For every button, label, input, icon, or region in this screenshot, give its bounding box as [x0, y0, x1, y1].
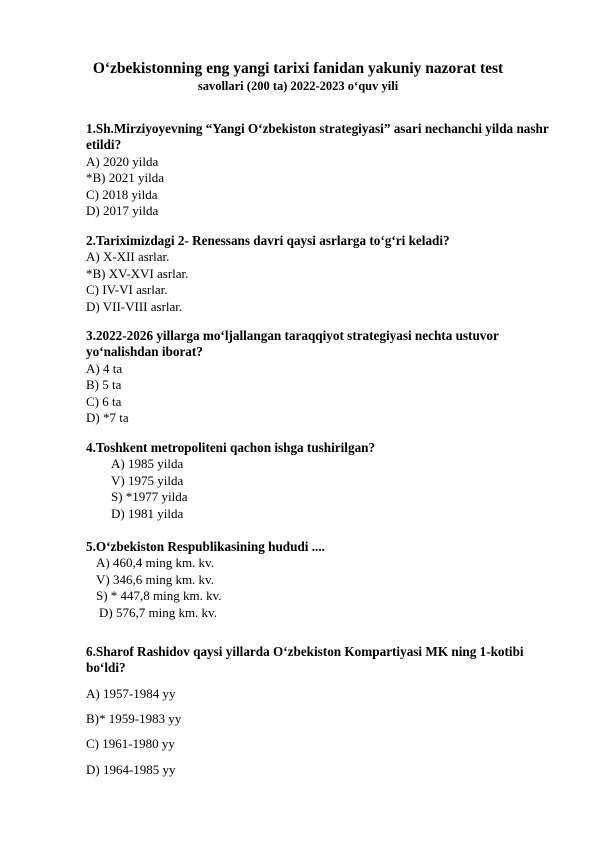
- question-text: 5.O‘zbekiston Respublikasining hududi ....: [86, 539, 325, 554]
- question-text: 3.2022-2026 yillarga mo‘ljallangan taraqqiyot strategiyasi nechta ustuvor yo‘nalishdan iborat?: [86, 328, 499, 360]
- question-4: [86, 440, 566, 522]
- question-6: [86, 644, 566, 778]
- option-c: C) 2018 yilda: [86, 186, 158, 202]
- option-d: D) *7 ta: [86, 410, 129, 426]
- option-a: A) 2020 yilda: [86, 153, 159, 169]
- option-a: A) 1985 yilda: [111, 456, 184, 472]
- option-b: B)* 1959-1983 yy: [86, 711, 182, 727]
- option-d: D) 2017 yilda: [86, 203, 159, 219]
- option-d: D) 1964-1985 yy: [86, 761, 176, 777]
- option-c: C) 1961-1980 yy: [86, 736, 175, 752]
- question-text: 2.Tariximizdagi 2- Renessans davri qaysi asrlarga to‘g‘ri keladi?: [86, 233, 450, 248]
- option-s: S) * 447,8 ming km. kv.: [96, 588, 222, 604]
- option-b: *B) XV-XVI asrlar.: [86, 265, 189, 281]
- question-3: [86, 328, 566, 426]
- question-2: [86, 233, 566, 315]
- question-text: 6.Sharof Rashidov qaysi yillarda O‘zbekiston Kompartiyasi MK ning 1-kotibi bo‘ldi?: [86, 644, 524, 676]
- option-s: S) *1977 yilda: [111, 489, 188, 505]
- option-a: A) X-XII asrlar.: [86, 249, 170, 265]
- question-text: 4.Toshkent metropoliteni qachon ishga tushirilgan?: [86, 440, 376, 455]
- document-title: O‘zbekistonning eng yangi tarixi fanidan yakuniy nazorat test: [92, 60, 504, 77]
- option-v: V) 346,6 ming km. kv.: [96, 571, 214, 587]
- document-subtitle: savollari (200 ta) 2022-2023 o‘quv yili: [197, 79, 399, 93]
- option-d: D) VII-VIII asrlar.: [86, 298, 183, 314]
- option-c: C) IV-VI asrlar.: [86, 282, 168, 298]
- question-1: [86, 121, 566, 219]
- option-v: V) 1975 yilda: [111, 472, 184, 488]
- option-d: D) 576,7 ming km. kv.: [99, 604, 217, 620]
- option-a: A) 460,4 ming km. kv.: [96, 555, 214, 571]
- question-5: [86, 539, 566, 621]
- question-text: 1.Sh.Mirziyoyevning “Yangi O‘zbekiston strategiyasi” asari nechanchi yilda nashr etildi?: [86, 121, 549, 153]
- option-d: D) 1981 yilda: [111, 505, 184, 521]
- option-b: B) 5 ta: [86, 377, 122, 393]
- option-a: A) 4 ta: [86, 360, 123, 376]
- option-c: C) 6 ta: [86, 393, 122, 409]
- option-b: *B) 2021 yilda: [86, 170, 164, 186]
- option-a: A) 1957-1984 yy: [86, 686, 176, 701]
